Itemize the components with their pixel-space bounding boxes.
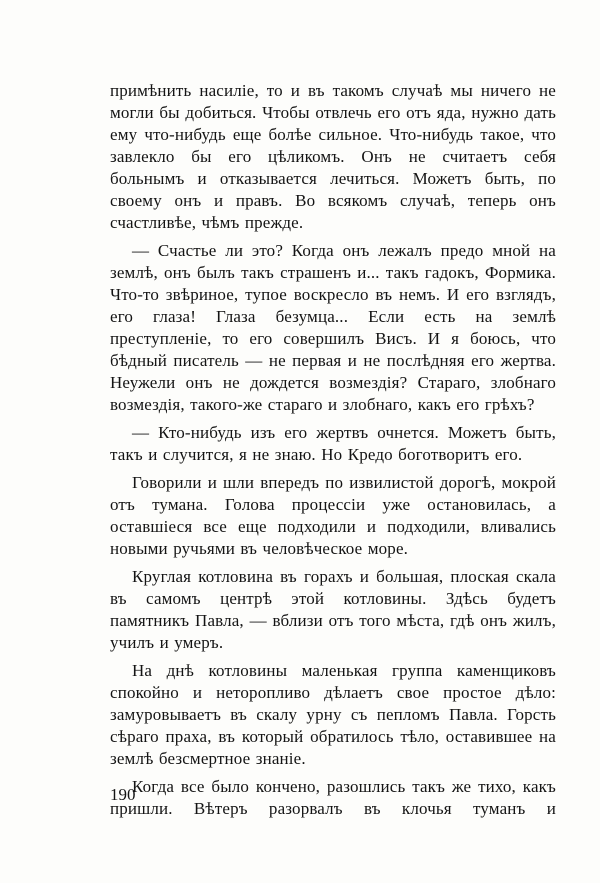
paragraph-6: На днѣ котловины маленькая группа каменщиковъ спокойно и неторопливо дѣлаетъ свое простое дѣло: замуровываетъ въ скалу урну съ пепломъ Павла. Горсть сѣраго праха, въ который обратилось тѣло, оставившее на землѣ безсмертное знаніе. (110, 661, 556, 768)
paragraph-1: примѣнить насиліе, то и въ такомъ случаѣ мы ничего не могли бы добиться. Чтобы отвлечь его отъ яда, нужно дать ему что-нибудь еще болѣе сильное. Что-нибудь такое, что завлекло бы его цѣликомъ. Онъ не считаетъ себя больнымъ и отказывается лечиться. Можетъ быть, по своему онъ и правъ. Во всякомъ случаѣ, теперь онъ счастливѣе, чѣмъ прежде. (110, 81, 556, 232)
paragraph-2: — Счастье ли это? Когда онъ лежалъ предо мной на землѣ, онъ былъ такъ страшенъ и... такъ гадокъ, Формика. Что-то звѣриное, тупое воскресло въ немъ. И его взглядъ, его глаза! Глаза безумца... Если есть на землѣ преступленіе, то его совершилъ Висъ. И я боюсь, что бѣдный писатель — не первая и не послѣдняя его жертва. Неужели онъ не дождется возмездія? Стараго, злобнаго возмездія, такого-же стараго и злобнаго, какъ его грѣхъ? (110, 241, 556, 414)
paragraph-3: — Кто-нибудь изъ его жертвъ очнется. Можетъ быть, такъ и случится, я не знаю. Но Кредо боготворитъ его. (110, 423, 556, 464)
paragraph-5: Круглая котловина въ горахъ и большая, плоская скала въ самомъ центрѣ этой котловины. Здѣсь будетъ памятникъ Павла, — вблизи отъ того мѣста, гдѣ онъ жилъ, училъ и умеръ. (110, 567, 556, 652)
paragraph-4: Говорили и шли впередъ по извилистой дорогѣ, мокрой отъ тумана. Голова процессіи уже остановилась, а оставшіеся все еще подходили и подходили, вливались новыми ручьями въ человѣческое море. (110, 473, 556, 558)
body-text (110, 80, 556, 826)
paragraph-7: Когда все было кончено, разошлись такъ же тихо, какъ пришли. Вѣтеръ разорвалъ въ клочья туманъ и (110, 777, 556, 818)
page-number: 190 (110, 785, 136, 804)
